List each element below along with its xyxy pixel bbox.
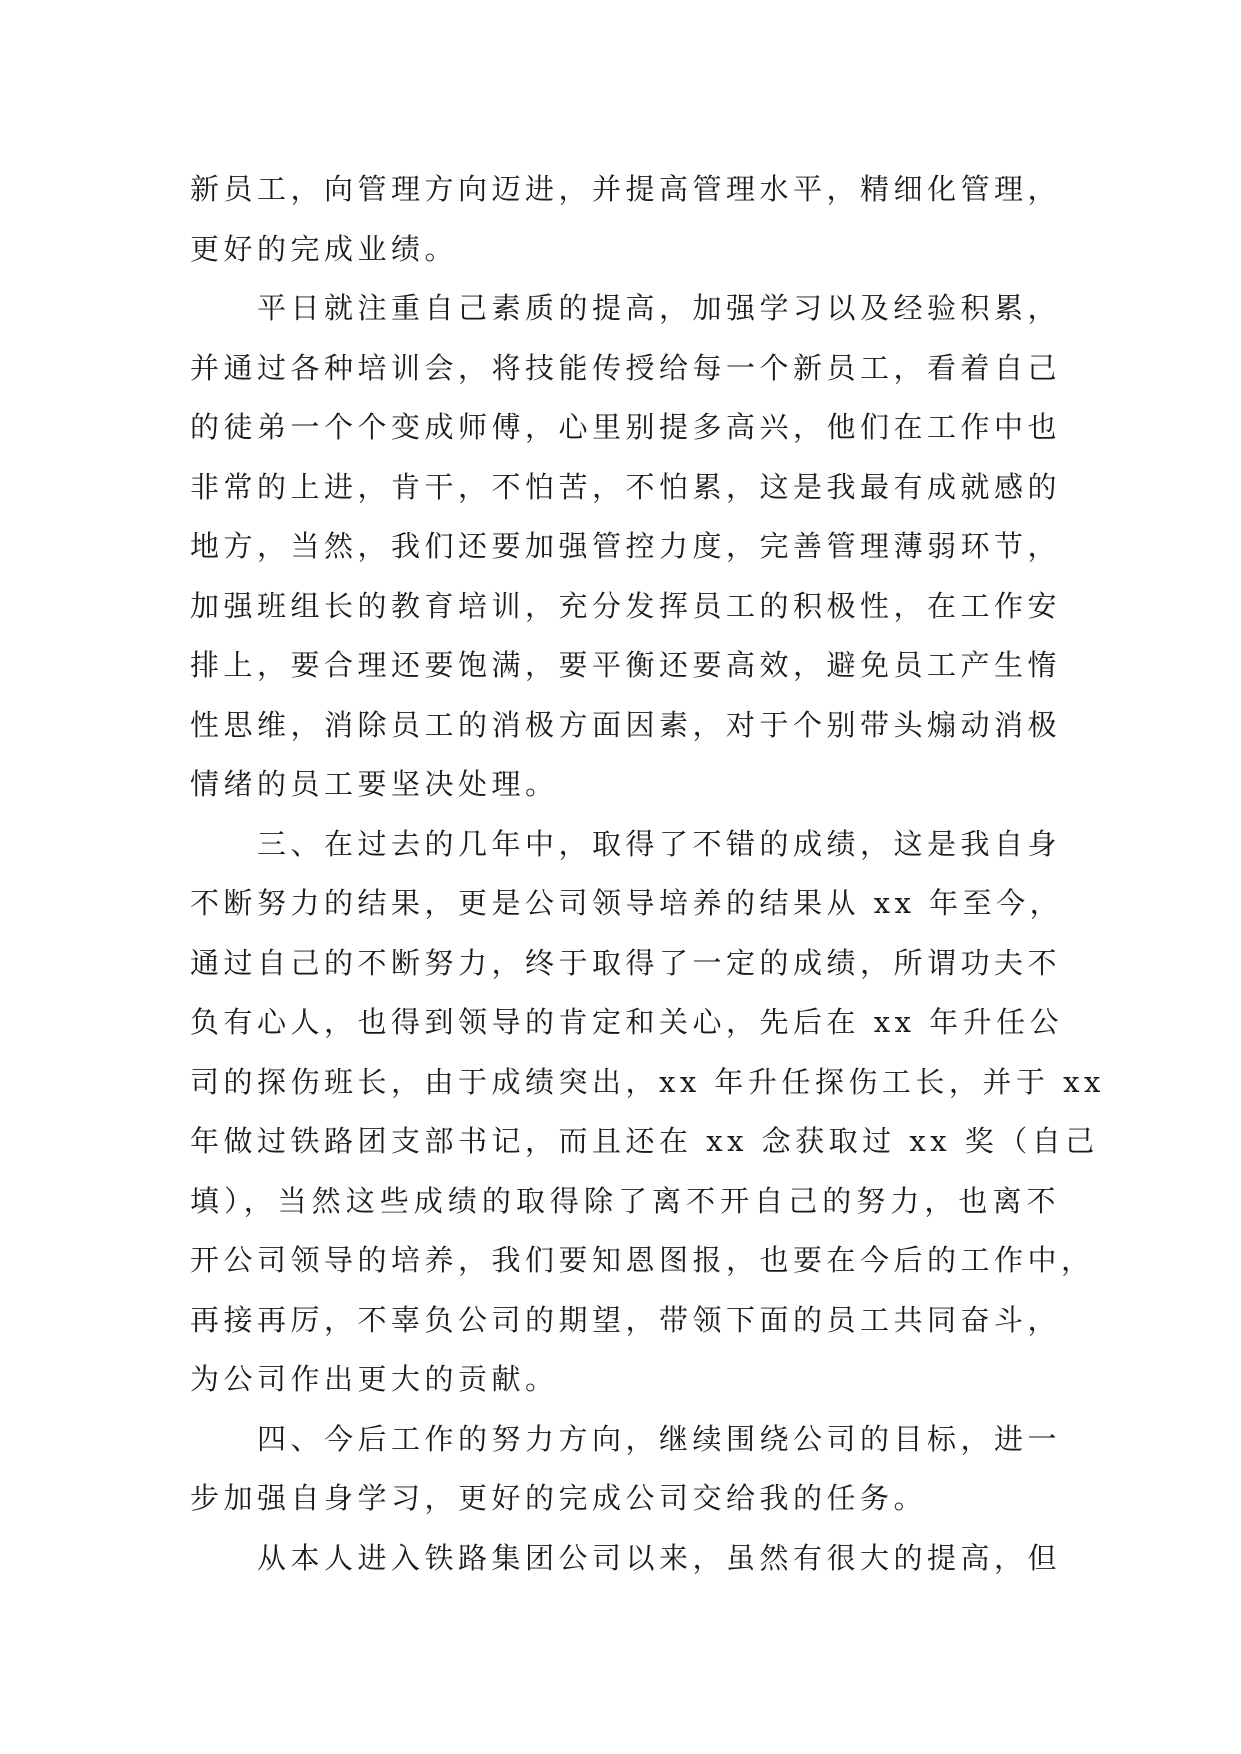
body-text <box>190 160 1105 1588</box>
text-line: 开公司领导的培养，我们要知恩图报，也要在今后的工作中， <box>190 1243 1095 1277</box>
text-line: 步加强自身学习，更好的完成公司交给我的任务。 <box>190 1481 928 1515</box>
text-line: 并通过各种培训会，将技能传授给每一个新员工，看着自己 <box>190 350 1062 385</box>
text-line: 负有心人，也得到领导的肯定和关心，先后在 xx 年升任公 <box>190 1005 1064 1039</box>
text-line: 年做过铁路团支部书记，而且还在 xx 念获取过 xx 奖（自己 <box>190 1124 1099 1158</box>
text-line: 加强班组长的教育培训，充分发挥员工的积极性，在工作安 <box>190 588 1062 623</box>
text-line: 三、在过去的几年中，取得了不错的成绩，这是我自身 <box>257 826 1062 861</box>
text-line: 平日就注重自己素质的提高，加强学习以及经验积累， <box>257 291 1062 325</box>
text-line: 新员工，向管理方向迈进，并提高管理水平，精细化管理， <box>190 172 1062 206</box>
text-line: 再接再厉，不辜负公司的期望，带领下面的员工共同奋斗， <box>190 1302 1062 1337</box>
text-line: 填），当然这些成绩的取得除了离不开自己的努力，也离不 <box>190 1183 1060 1218</box>
text-line: 不断努力的结果，更是公司领导培养的结果从 xx 年至今， <box>190 886 1064 920</box>
text-line: 司的探伤班长，由于成绩突出，xx 年升任探伤工长，并于 xx <box>190 1064 1105 1099</box>
text-line: 性思维，消除员工的消极方面因素，对于个别带头煽动消极 <box>190 707 1062 742</box>
text-line: 四、今后工作的努力方向，继续围绕公司的目标，进一 <box>257 1421 1062 1456</box>
text-line: 情绪的员工要坚决处理。 <box>190 767 559 801</box>
text-line: 为公司作出更大的贡献。 <box>190 1362 559 1396</box>
text-line: 通过自己的不断努力，终于取得了一定的成绩，所谓功夫不 <box>190 945 1062 980</box>
text-line: 非常的上进，肯干，不怕苦，不怕累，这是我最有成就感的 <box>190 469 1062 504</box>
text-line: 更好的完成业绩。 <box>190 231 459 266</box>
text-line: 地方，当然，我们还要加强管控力度，完善管理薄弱环节， <box>190 529 1062 563</box>
text-line: 排上，要合理还要饱满，要平衡还要高效，避免员工产生惰 <box>190 648 1062 682</box>
text-line: 从本人进入铁路集团公司以来，虽然有很大的提高，但 <box>257 1540 1062 1575</box>
text-line: 的徒弟一个个变成师傅，心里别提多高兴，他们在工作中也 <box>190 410 1062 444</box>
